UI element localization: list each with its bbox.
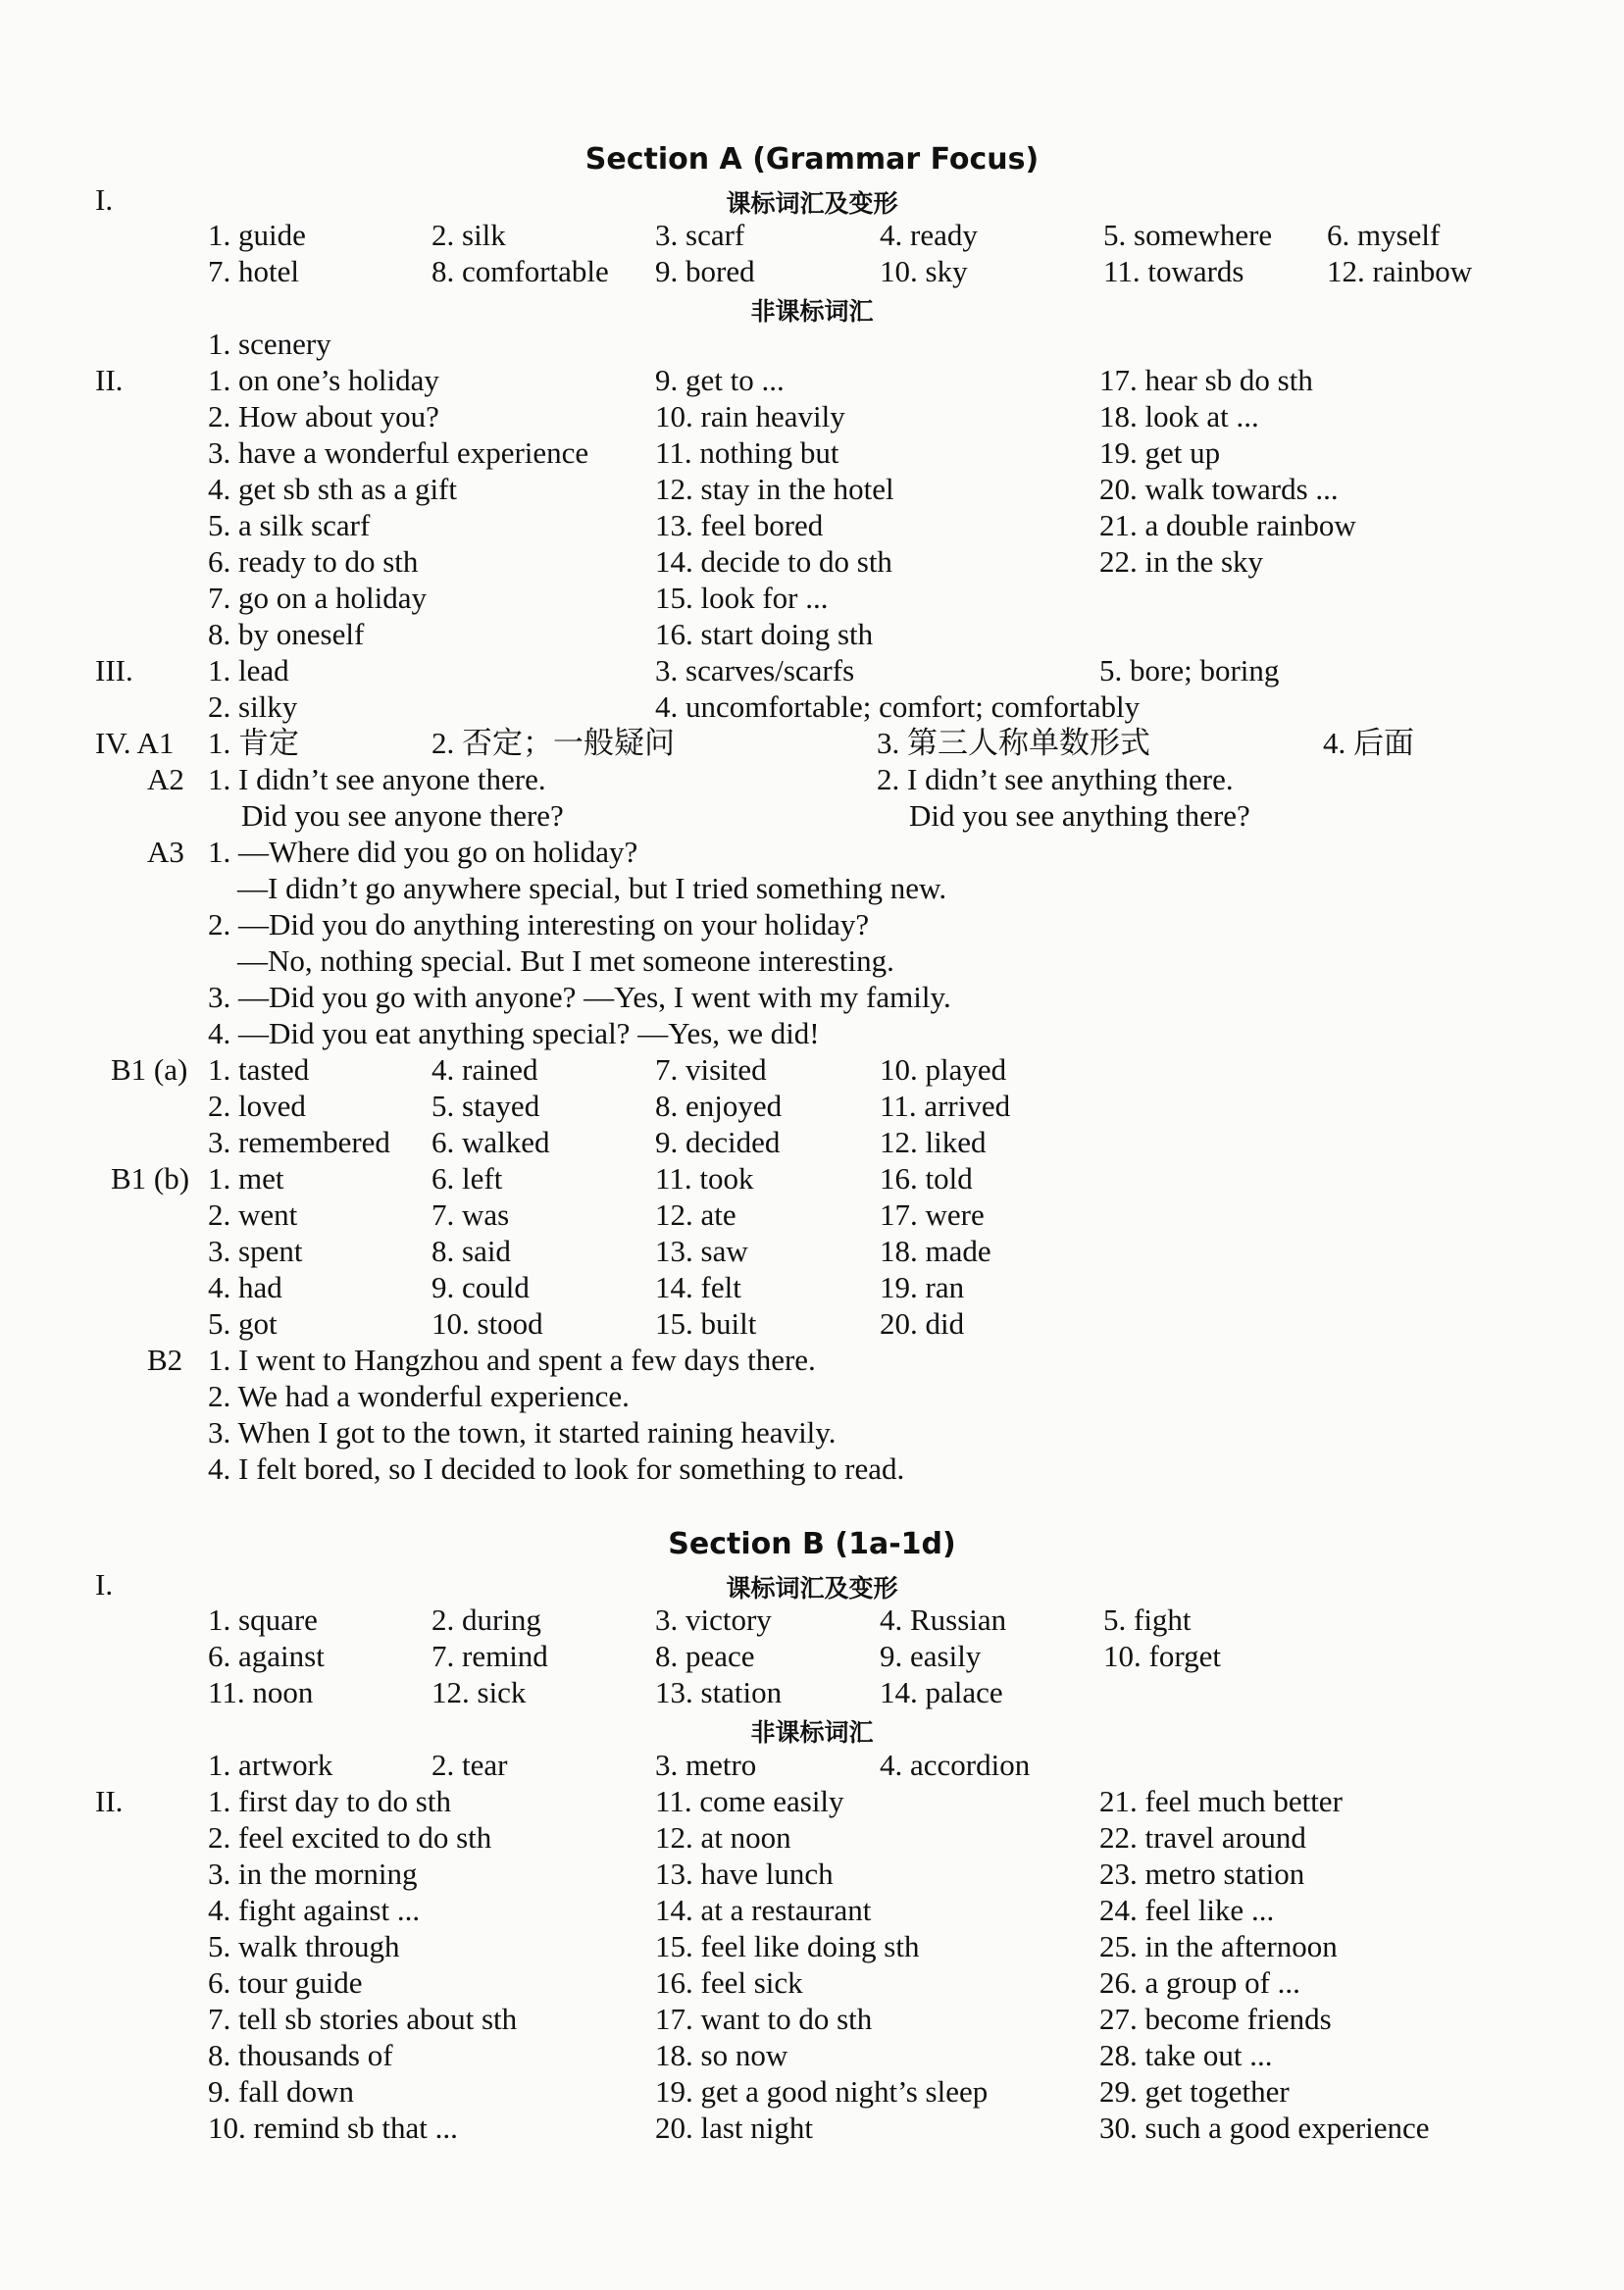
- answer-item: 1. met: [208, 1161, 284, 1196]
- vocab-item: 4. Russian: [880, 1603, 1007, 1637]
- answer-item: 7. was: [431, 1197, 510, 1232]
- b1a-label: B1 (a): [111, 1052, 188, 1087]
- phrase-item: 8. thousands of: [208, 2038, 393, 2072]
- phrase-item: 2. How about you?: [208, 399, 439, 433]
- dialogue-line: 3. —Did you go with anyone? —Yes, I went with my family.: [208, 980, 951, 1014]
- answer-item: 1. 肯定: [208, 726, 299, 760]
- section-b-part-I-label: I.: [95, 1567, 114, 1602]
- answer-item: 4. rained: [431, 1052, 538, 1087]
- answer-item: 12. ate: [655, 1197, 736, 1232]
- answer-item: 17. were: [880, 1197, 985, 1232]
- phrase-item: 3. in the morning: [208, 1857, 418, 1891]
- vocab-item: 7. hotel: [208, 254, 299, 288]
- vocab-item: 8. comfortable: [431, 254, 609, 288]
- answer-item: 1. lead: [208, 653, 289, 687]
- phrase-item: 25. in the afternoon: [1099, 1929, 1338, 1963]
- vocab-item: 5. fight: [1103, 1603, 1192, 1637]
- answer-item: 12. liked: [880, 1125, 987, 1159]
- phrase-item: 20. walk towards ...: [1099, 472, 1339, 506]
- answer-item: 15. built: [655, 1306, 757, 1341]
- vocab-item: 12. rainbow: [1327, 254, 1473, 288]
- phrase-item: 17. hear sb do sth: [1099, 363, 1313, 397]
- answer-item: 3. spent: [208, 1234, 303, 1268]
- answer-item: 3. 第三人称单数形式: [877, 726, 1150, 760]
- answer-item: 9. could: [431, 1270, 530, 1304]
- a2-label: A2: [147, 762, 184, 796]
- phrase-item: 16. feel sick: [655, 1965, 803, 2000]
- phrase-item: 6. tour guide: [208, 1965, 363, 2000]
- section-a-part-I-label: I.: [95, 182, 114, 217]
- phrase-item: 16. start doing sth: [655, 617, 874, 651]
- vocab-item: 11. towards: [1103, 254, 1244, 288]
- answer-item: 4. had: [208, 1270, 282, 1304]
- answer-item: Did you see anyone there?: [241, 798, 564, 833]
- vocab-item: 4. accordion: [880, 1748, 1031, 1782]
- answer-item: 2. I didn’t see anything there.: [877, 762, 1234, 796]
- phrase-item: 10. remind sb that ...: [208, 2111, 458, 2145]
- phrase-item: 28. take out ...: [1099, 2038, 1273, 2072]
- answer-item: 8. said: [431, 1234, 511, 1268]
- phrase-item: 13. feel bored: [655, 508, 824, 542]
- sentence-item: 4. I felt bored, so I decided to look for something to read.: [208, 1451, 905, 1486]
- answer-item: 16. told: [880, 1161, 973, 1196]
- phrase-item: 26. a group of ...: [1099, 1965, 1300, 2000]
- phrase-item: 3. have a wonderful experience: [208, 435, 589, 470]
- phrase-item: 9. fall down: [208, 2074, 354, 2109]
- answer-item: 4. 后面: [1323, 726, 1414, 760]
- dialogue-line: 4. —Did you eat anything special? —Yes, we did!: [208, 1016, 820, 1050]
- phrase-item: 15. look for ...: [655, 581, 829, 615]
- answer-item: 8. enjoyed: [655, 1089, 783, 1123]
- vocab-item: 7. remind: [431, 1639, 548, 1673]
- vocab-item: 10. forget: [1103, 1639, 1221, 1673]
- phrase-item: 12. at noon: [655, 1820, 791, 1855]
- dialogue-line: —I didn’t go anywhere special, but I tried something new.: [237, 871, 947, 905]
- phrase-item: 17. want to do sth: [655, 2002, 873, 2036]
- phrase-item: 20. last night: [655, 2111, 814, 2145]
- vocab-item: 1. scenery: [208, 327, 331, 361]
- phrase-item: 21. a double rainbow: [1099, 508, 1356, 542]
- phrase-item: 12. stay in the hotel: [655, 472, 894, 506]
- phrase-item: 19. get up: [1099, 435, 1221, 470]
- answer-item: Did you see anything there?: [909, 798, 1250, 833]
- section-b-part-II-label: II.: [95, 1784, 124, 1818]
- a3-label: A3: [147, 835, 184, 869]
- answer-item: 11. took: [655, 1161, 754, 1196]
- phrase-item: 19. get a good night’s sleep: [655, 2074, 989, 2109]
- answer-item: 19. ran: [880, 1270, 965, 1304]
- sentence-item: 2. We had a wonderful experience.: [208, 1379, 630, 1413]
- answer-item: 2. went: [208, 1197, 298, 1232]
- answer-item: 2. loved: [208, 1089, 306, 1123]
- vocab-item: 8. peace: [655, 1639, 755, 1673]
- phrase-item: 30. such a good experience: [1099, 2111, 1430, 2145]
- phrase-item: 7. go on a holiday: [208, 581, 427, 615]
- phrase-item: 18. so now: [655, 2038, 788, 2072]
- phrase-item: 27. become friends: [1099, 2002, 1332, 2036]
- phrase-item: 6. ready to do sth: [208, 544, 419, 579]
- vocab-item: 12. sick: [431, 1675, 527, 1709]
- answer-item: 6. left: [431, 1161, 503, 1196]
- sentence-item: 3. When I got to the town, it started raining heavily.: [208, 1415, 837, 1450]
- vocab-item: 3. victory: [655, 1603, 772, 1637]
- phrase-item: 5. walk through: [208, 1929, 400, 1963]
- section-a-part-III-label: III.: [95, 653, 133, 687]
- section-b-extra-vocab-heading: 非课标词汇: [750, 1718, 874, 1747]
- b2-label: B2: [147, 1343, 183, 1377]
- phrase-item: 13. have lunch: [655, 1857, 834, 1891]
- answer-item: 11. arrived: [880, 1089, 1011, 1123]
- answer-item: 1. tasted: [208, 1052, 310, 1087]
- phrase-item: 11. come easily: [655, 1784, 844, 1818]
- section-a-heading: Section A (Grammar Focus): [584, 142, 1040, 177]
- answer-item: 5. bore; boring: [1099, 653, 1280, 687]
- phrase-item: 2. feel excited to do sth: [208, 1820, 492, 1855]
- phrase-item: 8. by oneself: [208, 617, 365, 651]
- vocab-item: 9. bored: [655, 254, 755, 288]
- answer-item: 6. walked: [431, 1125, 550, 1159]
- phrase-item: 4. fight against ...: [208, 1893, 421, 1927]
- phrase-item: 14. at a restaurant: [655, 1893, 872, 1927]
- vocab-item: 1. guide: [208, 218, 306, 252]
- phrase-item: 11. nothing but: [655, 435, 839, 470]
- answer-item: 5. stayed: [431, 1089, 540, 1123]
- phrase-item: 1. on one’s holiday: [208, 363, 439, 397]
- phrase-item: 4. get sb sth as a gift: [208, 472, 457, 506]
- answer-item: 14. felt: [655, 1270, 741, 1304]
- phrase-item: 7. tell sb stories about sth: [208, 2002, 518, 2036]
- phrase-item: 29. get together: [1099, 2074, 1290, 2109]
- vocab-item: 2. silk: [431, 218, 506, 252]
- section-a-part-II-label: II.: [95, 363, 124, 397]
- answer-item: 2. 否定；一般疑问: [431, 726, 675, 760]
- phrase-item: 18. look at ...: [1099, 399, 1259, 433]
- phrase-item: 22. travel around: [1099, 1820, 1306, 1855]
- vocab-item: 1. artwork: [208, 1748, 333, 1782]
- answer-item: 9. decided: [655, 1125, 781, 1159]
- answer-item: 5. got: [208, 1306, 278, 1341]
- answer-item: 2. silky: [208, 689, 298, 724]
- sentence-item: 1. I went to Hangzhou and spent a few days there.: [208, 1343, 816, 1377]
- phrase-item: 23. metro station: [1099, 1857, 1305, 1891]
- phrase-item: 14. decide to do sth: [655, 544, 892, 579]
- dialogue-line: 2. —Did you do anything interesting on your holiday?: [208, 907, 870, 941]
- phrase-item: 10. rain heavily: [655, 399, 845, 433]
- vocab-item: 3. scarf: [655, 218, 745, 252]
- answer-item: 20. did: [880, 1306, 965, 1341]
- section-a-extra-vocab-heading: 非课标词汇: [750, 297, 874, 326]
- phrase-item: 21. feel much better: [1099, 1784, 1343, 1818]
- phrase-item: 1. first day to do sth: [208, 1784, 451, 1818]
- phrase-item: 22. in the sky: [1099, 544, 1264, 579]
- phrase-item: 5. a silk scarf: [208, 508, 371, 542]
- vocab-item: 2. during: [431, 1603, 541, 1637]
- vocab-item: 9. easily: [880, 1639, 982, 1673]
- vocab-item: 5. somewhere: [1103, 218, 1273, 252]
- answer-item: 1. I didn’t see anyone there.: [208, 762, 546, 796]
- vocab-item: 6. against: [208, 1639, 325, 1673]
- answer-item: 13. saw: [655, 1234, 748, 1268]
- dialogue-line: —No, nothing special. But I met someone interesting.: [237, 943, 894, 978]
- vocab-item: 3. metro: [655, 1748, 757, 1782]
- answer-item: 4. uncomfortable; comfort; comfortably: [655, 689, 1141, 724]
- vocab-item: 1. square: [208, 1603, 318, 1637]
- vocab-item: 10. sky: [880, 254, 968, 288]
- answer-item: 10. played: [880, 1052, 1007, 1087]
- vocab-item: 4. ready: [880, 218, 978, 252]
- vocab-item: 13. station: [655, 1675, 783, 1709]
- section-a-curriculum-vocab-heading: 课标词汇及变形: [726, 189, 898, 218]
- vocab-item: 14. palace: [880, 1675, 1003, 1709]
- section-a-part-IV-a1-label: IV. A1: [95, 726, 175, 760]
- vocab-item: 11. noon: [208, 1675, 314, 1709]
- answer-item: 18. made: [880, 1234, 991, 1268]
- answer-item: 3. scarves/scarfs: [655, 653, 855, 687]
- b1b-label: B1 (b): [111, 1161, 190, 1196]
- vocab-item: 2. tear: [431, 1748, 508, 1782]
- section-b-curriculum-vocab-heading: 课标词汇及变形: [726, 1574, 898, 1603]
- dialogue-line: 1. —Where did you go on holiday?: [208, 835, 638, 869]
- answer-item: 7. visited: [655, 1052, 767, 1087]
- phrase-item: 9. get to ...: [655, 363, 785, 397]
- answer-item: 10. stood: [431, 1306, 543, 1341]
- section-b-heading: Section B (1a-1d): [668, 1527, 956, 1561]
- answer-item: 3. remembered: [208, 1125, 390, 1159]
- vocab-item: 6. myself: [1327, 218, 1441, 252]
- phrase-item: 24. feel like ...: [1099, 1893, 1275, 1927]
- phrase-item: 15. feel like doing sth: [655, 1929, 920, 1963]
